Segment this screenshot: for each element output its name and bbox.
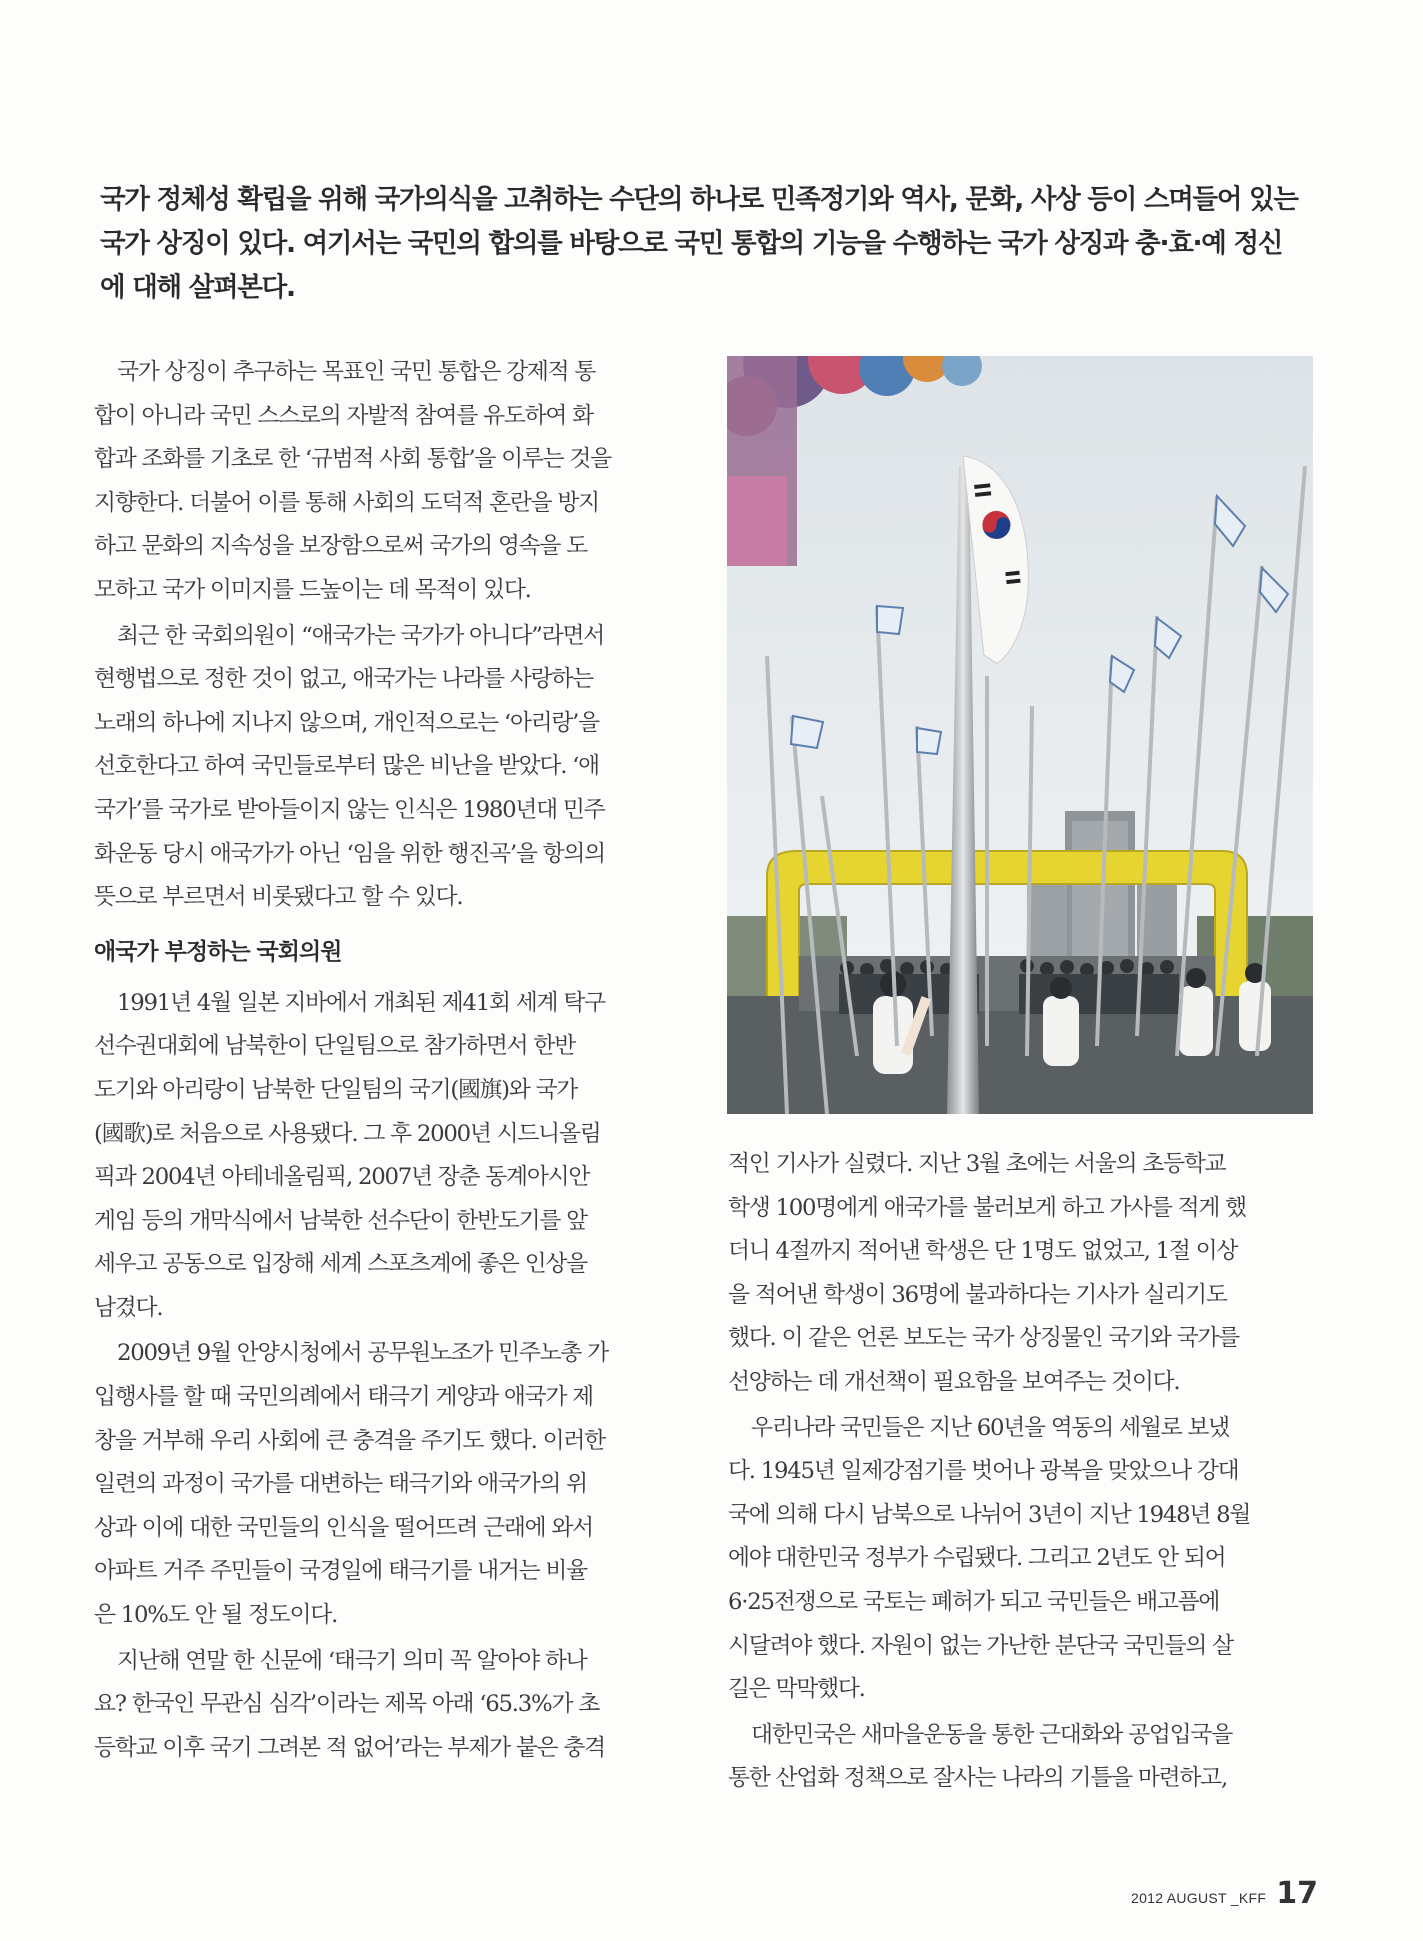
text-line: 화운동 당시 애국가가 아닌 ‘임을 위한 행진곡’을 항의의 [94,840,605,867]
text-line: 등학교 이후 국기 그려본 적 없어’라는 부제가 붙은 충격 [94,1734,605,1761]
text-line: 다. 1945년 일제강점기를 벗어나 광복을 맞았으나 강대 [728,1458,1239,1485]
text-line: 적인 기사가 실렸다. 지난 3월 초에는 서울의 초등학교 [728,1151,1226,1177]
paragraph [728,1143,1318,1405]
text-line: 뜻으로 부르면서 비롯됐다고 할 수 있다. [94,884,463,911]
text-line: 게임 등의 개막식에서 남북한 선수단이 한반도기를 앞 [94,1207,587,1234]
text-line: 을 적어낸 학생이 36명에 불과하다는 기사가 실리기도 [728,1281,1227,1308]
text-line: 2009년 9월 안양시청에서 공무원노조가 민주노총 가 [117,1340,608,1367]
issue-label: 2012 AUGUST _KFF [1130,1890,1267,1906]
intro-line: 국가 상징이 있다. 여기서는 국민의 합의를 바탕으로 국민 통합의 기능을 수행하는 국가 상징과 충·효·예 정신 [100,228,1283,259]
text-line: 지난해 연말 한 신문에 ‘태극기 의미 꼭 알아야 하나 [117,1647,587,1674]
text-line: 노래의 하나에 지나지 않으며, 개인적으로는 ‘아리랑’을 [94,709,599,736]
page-number: 17 [1276,1876,1318,1911]
left-paragraphs-after [94,982,684,1771]
intro-lead [100,178,1318,310]
section-heading: 애국가 부정하는 국회의원 [94,938,342,965]
text-line: 창을 거부해 우리 사회에 큰 충격을 주기도 했다. 이러한 [94,1427,605,1454]
paragraph [94,1332,684,1637]
text-line: 선수권대회에 남북한이 단일팀으로 참가하면서 한반 [94,1033,575,1060]
text-line: 지향한다. 더불어 이를 통해 사회의 도덕적 혼란을 방지 [94,489,599,516]
text-line: 하고 문화의 지속성을 보장함으로써 국가의 영속을 도 [94,533,587,560]
left-column [94,351,684,1772]
page-footer [1131,1876,1318,1911]
text-line: (國歌)로 처음으로 사용됐다. 그 후 2000년 시드니올림 [94,1120,601,1147]
text-line: 1991년 4월 일본 지바에서 개최된 제41회 세계 탁구 [117,989,605,1016]
paragraph [728,1714,1318,1801]
text-line: 입행사를 할 때 국민의례에서 태극기 게양과 애국가 제 [94,1384,593,1411]
paragraph [94,351,684,613]
paragraph [94,1640,684,1771]
text-line: 도기와 아리랑이 남북한 단일팀의 국기(國旗)와 국가 [94,1076,578,1103]
text-line: 요? 한국인 무관심 심각’이라는 제목 아래 ‘65.3%가 초 [94,1691,600,1718]
text-line: 더니 4절까지 적어낸 학생은 단 1명도 없었고, 1절 이상 [728,1238,1238,1265]
text-line: 시달려야 했다. 자원이 없는 가난한 분단국 국민들의 살 [728,1632,1233,1659]
text-line: 선호한다고 하여 국민들로부터 많은 비난을 받았다. ‘애 [94,753,599,780]
text-line: 길은 막막했다. [728,1676,865,1703]
right-paragraphs [728,1143,1318,1801]
text-line: 남겼다. [94,1294,163,1321]
text-line: 픽과 2004년 아테네올림픽, 2007년 장춘 동계아시안 [94,1164,590,1191]
flagpole-ceremony-photo-icon [727,356,1313,1114]
text-line: 국에 의해 다시 남북으로 나뉘어 3년이 지난 1948년 8월 [728,1501,1251,1528]
text-line: 합이 아니라 국민 스스로의 자발적 참여를 유도하여 화 [94,402,593,429]
text-line: 현행법으로 정한 것이 없고, 애국가는 나라를 사랑하는 [94,666,593,693]
paragraph [94,615,684,920]
text-line: 학생 100명에게 애국가를 불러보게 하고 가사를 적게 했 [728,1194,1246,1221]
text-line: 합과 조화를 기초로 한 ‘규범적 사회 통합’을 이루는 것을 [94,446,611,473]
paragraph [94,982,684,1331]
text-line: 모하고 국가 이미지를 드높이는 데 목적이 있다. [94,576,531,603]
text-line: 상과 이에 대한 국민들의 인식을 떨어뜨려 근래에 와서 [94,1514,593,1541]
text-line: 국가’를 국가로 받아들이지 않는 인식은 1980년대 민주 [94,796,605,823]
text-line: 대한민국은 새마을운동을 통한 근대화와 공업입국을 [751,1721,1232,1748]
text-line: 했다. 이 같은 언론 보도는 국가 상징물인 국기와 국가를 [728,1325,1239,1352]
text-line: 6·25전쟁으로 국토는 폐허가 되고 국민들은 배고픔에 [728,1588,1220,1615]
right-column [728,1143,1318,1803]
text-line: 에야 대한민국 정부가 수립됐다. 그리고 2년도 안 되어 [728,1545,1226,1572]
intro-line: 에 대해 살펴본다. [100,272,295,303]
text-line: 선양하는 데 개선책이 필요함을 보여주는 것이다. [728,1368,1180,1395]
text-line: 세우고 공동으로 입장해 세계 스포츠계에 좋은 인상을 [94,1251,587,1278]
text-line: 통한 산업화 정책으로 잘사는 나라의 기틀을 마련하고, [728,1765,1227,1792]
flag-ceremony-photo [727,356,1313,1114]
text-line: 우리나라 국민들은 지난 60년을 역동의 세월로 보냈 [751,1414,1229,1441]
intro-line: 국가 정체성 확립을 위해 국가의식을 고취하는 수단의 하나로 민족정기와 역사, 문화, 사상 등이 스며들어 있는 [100,184,1298,215]
text-line: 은 10%도 안 될 정도이다. [94,1602,338,1629]
text-line: 아파트 거주 주민들이 국경일에 태극기를 내거는 비율 [94,1558,587,1585]
left-paragraphs-before [94,351,684,920]
text-line: 일련의 과정이 국가를 대변하는 태극기와 애국가의 위 [94,1471,587,1498]
text-line: 국가 상징이 추구하는 목표인 국민 통합은 강제적 통 [117,359,596,385]
paragraph [728,1407,1318,1712]
text-line: 최근 한 국회의원이 “애국가는 국가가 아니다”라면서 [117,622,604,649]
